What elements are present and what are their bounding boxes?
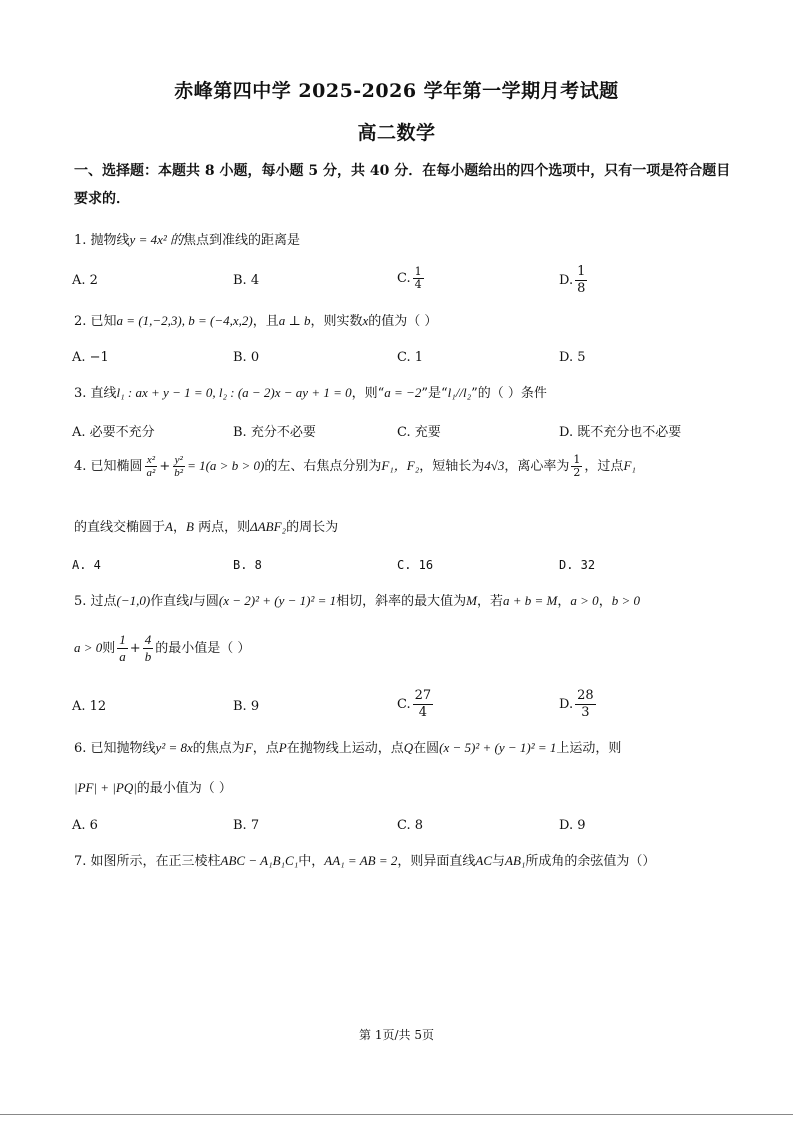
question-text: 7. 如图所示，在正三棱柱	[74, 854, 221, 869]
q5-option-b: B. 9	[233, 699, 260, 714]
math-text: a = (1,−2,3), b = (−4,x,2)	[116, 313, 253, 328]
q3-option-a: A. 必要不充分	[72, 425, 155, 440]
q1-d-num: 1	[577, 264, 586, 279]
fraction	[413, 688, 434, 721]
question-text: 在圆	[413, 741, 440, 756]
question-text: ，过点	[584, 459, 624, 474]
q4-option-b: B. 8	[233, 558, 262, 572]
bottom-divider	[0, 1114, 793, 1115]
question-5	[74, 590, 640, 609]
q5-option-d	[559, 688, 598, 721]
question-6	[74, 737, 621, 756]
question-text: 6. 已知抛物线	[74, 741, 156, 756]
q5-option-a: A. 12	[72, 699, 107, 714]
math-text: a + b = M	[503, 593, 558, 608]
question-text: 4. 已知椭圆	[74, 459, 143, 474]
question-text: ”是“	[421, 386, 448, 401]
question-text: b	[144, 649, 152, 664]
question-text: ，点	[252, 741, 279, 756]
fraction	[575, 264, 587, 297]
fraction	[413, 266, 424, 291]
math-text: A	[165, 519, 173, 534]
math-text: (x − 5)² + (y − 1)² = 1	[439, 740, 557, 755]
question-6-line2	[74, 777, 232, 796]
question-text: 则	[102, 641, 116, 656]
question-4-line2	[74, 516, 338, 535]
math-text: a > 0	[570, 593, 599, 608]
q2-option-b: B. 0	[233, 350, 260, 365]
question-text: ”的（ ）条件	[471, 386, 547, 401]
question-text: 的直线交椭圆于	[74, 520, 166, 535]
math-text: (−1,0)	[116, 593, 151, 608]
question-text: 1	[119, 632, 126, 647]
question-5-line2: a > 0则 $\frac{1}{a}$ + $\frac{4}{b}$ 的最小值是（ ）	[74, 632, 251, 664]
q6-option-b: B. 7	[233, 818, 260, 833]
question-text: 相切，斜率的最大值为	[336, 594, 467, 609]
q2-option-d: D. 5	[559, 350, 586, 365]
q2-option-c: C. 1	[397, 350, 424, 365]
math-text: a = −2	[384, 385, 422, 400]
q1-option-b: B. 4	[233, 273, 260, 288]
fraction	[145, 454, 158, 479]
section-heading: 一、选择题：本题共 8 小题，每小题 5 分，共 40 分．在每小题给出的四个选项中，只有一项是符合题目要求的．	[74, 163, 731, 207]
question-text: C.	[397, 697, 411, 712]
question-text: ，	[598, 594, 612, 609]
question-text: 2. 已知	[74, 314, 117, 329]
question-text: 两点，则	[193, 520, 251, 535]
math-text: AB₁	[505, 853, 526, 868]
question-text: 的周长为	[286, 520, 339, 535]
question-text: y²	[174, 454, 183, 466]
q6-option-d: D. 9	[559, 818, 586, 833]
page-number: 第 1页/共 5页	[359, 1028, 434, 1042]
fraction	[143, 632, 154, 665]
exam-subtitle: 高二数学	[357, 122, 436, 144]
question-text: ，则“	[351, 386, 385, 401]
question-text: 的值为（ ）	[368, 314, 438, 329]
q4-option-d: D. 32	[559, 558, 596, 572]
question-text: 2	[573, 466, 581, 479]
math-text: P	[278, 740, 287, 755]
question-text: 的左、右焦点分别为	[264, 459, 382, 474]
q1-option-d	[559, 264, 589, 297]
question-2	[74, 310, 437, 329]
question-text: ，离心率为	[504, 459, 570, 474]
question-text: 5. 过点	[74, 594, 117, 609]
question-7	[74, 850, 655, 869]
q1-stem-prefix: 1. 抛物线	[74, 233, 130, 248]
question-text: 所成角的余弦值为（）	[525, 854, 656, 869]
question-text: 在抛物线上运动，点	[286, 741, 404, 756]
q3-option-d: D. 既不充分也不必要	[559, 425, 682, 440]
math-text: a > 0	[74, 640, 103, 655]
q3-option-c: C. 充要	[397, 425, 441, 440]
math-text: x	[362, 313, 369, 328]
math-text: y² = 8x	[155, 740, 193, 755]
question-text: 28	[577, 688, 594, 703]
question-4: 4. 已知椭圆 $\frac{\text{x²}}{\text{a²}}$ + $\frac{\text{y²}}{\text{b²}}$ = 1(a > b > 0)的左、右焦点分别为F₁，F₂，短轴长为4√3，离心率为 $\frac{1}{2}$ ，过点F₁	[74, 453, 636, 479]
math-text: F₁	[623, 458, 636, 473]
math-text: F₁，F₂	[381, 458, 420, 473]
question-1	[74, 229, 300, 248]
math-text: AC	[475, 853, 492, 868]
math-text: M	[466, 593, 477, 608]
q1-option-c	[397, 266, 426, 291]
question-text: 的焦点为	[192, 741, 245, 756]
fraction	[117, 632, 128, 665]
question-text: 上运动，则	[556, 741, 622, 756]
question-text: ，则实数	[310, 314, 363, 329]
question-text: 的最小值是（ ）	[155, 641, 251, 656]
question-text: ，短轴长为	[419, 459, 485, 474]
question-text: b²	[174, 467, 184, 479]
fraction	[571, 454, 582, 479]
math-text: |PF| + |PQ|	[74, 780, 137, 795]
q4-option-a: A. 4	[72, 558, 101, 572]
question-text: 作直线	[150, 594, 190, 609]
math-text: l₁ : ax + y − 1 = 0, l₂ : (a − 2)x − ay + 1 = 0	[116, 385, 352, 400]
q1-c-den: 4	[414, 278, 422, 291]
question-text: 3	[581, 705, 590, 720]
question-text: ，则异面直线	[397, 854, 476, 869]
q1-stem-suffix: 焦点到准线的距离是	[183, 233, 301, 248]
question-text: 的最小值为（ ）	[136, 781, 232, 796]
question-text: ，且	[252, 314, 279, 329]
math-text: ΔABF₂	[250, 519, 287, 534]
math-text: = 1(a > b > 0)	[187, 458, 265, 473]
math-text: l₁//l₂	[447, 385, 472, 400]
question-text: a	[119, 649, 126, 664]
q1-option-a: A. 2	[72, 273, 98, 288]
math-text: l	[189, 593, 193, 608]
question-3	[74, 382, 547, 401]
math-text: B	[185, 519, 194, 534]
q3-option-b: B. 充分不必要	[233, 425, 316, 440]
question-text: ，	[557, 594, 571, 609]
q1-math: y = 4x² 的	[129, 232, 184, 247]
math-text: Q	[403, 740, 414, 755]
question-text: 4	[418, 705, 428, 720]
math-text: F	[244, 740, 253, 755]
math-text: a ⊥ b	[278, 313, 311, 328]
fraction	[172, 454, 185, 479]
question-text: D.	[559, 697, 574, 712]
question-text: ，若	[477, 594, 504, 609]
q4-option-c: C. 16	[397, 558, 434, 572]
math-text: b > 0	[611, 593, 640, 608]
q5-option-c	[397, 688, 435, 721]
q1-d-den: 8	[577, 281, 586, 296]
q1-c-num: 1	[414, 265, 422, 278]
math-text: 4√3	[484, 458, 505, 473]
question-text: 1	[573, 453, 581, 466]
question-text: 3. 直线	[74, 386, 117, 401]
fraction	[575, 688, 596, 721]
q1-option-c-label: C.	[397, 271, 411, 286]
question-text: 27	[414, 688, 432, 703]
q1-option-d-label: D.	[559, 273, 574, 288]
question-text: ，	[172, 520, 186, 535]
math-text: AA₁ = AB = 2	[324, 853, 398, 868]
math-text: (x − 2)² + (y − 1)² = 1	[218, 593, 337, 608]
exam-title: 赤峰第四中学 2025-2026 学年第一学期月考试题	[174, 80, 619, 102]
question-text: 与	[492, 854, 506, 869]
math-text: ABC − A₁B₁C₁	[220, 853, 299, 868]
q2-option-a: A. −1	[72, 350, 109, 365]
question-text: a²	[146, 467, 156, 479]
question-text: 中，	[298, 854, 325, 869]
question-text: 与圆	[192, 594, 219, 609]
q6-option-c: C. 8	[397, 818, 424, 833]
q6-option-a: A. 6	[72, 818, 98, 833]
question-text: x²	[146, 454, 156, 466]
question-text: 4	[144, 632, 152, 647]
